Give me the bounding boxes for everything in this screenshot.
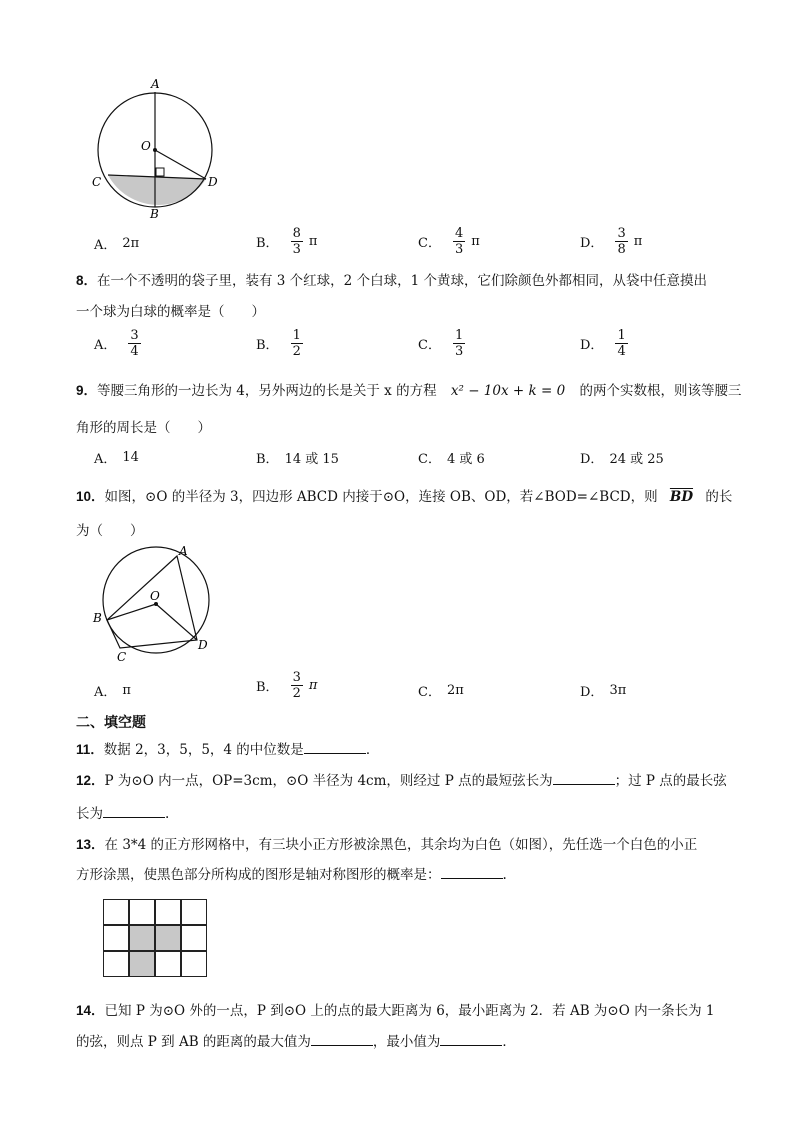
q7-option-d[interactable]: D． $\frac{3}{8}$ π <box>580 226 643 257</box>
segment-od <box>156 604 197 640</box>
answer-blank[interactable] <box>304 741 366 754</box>
arc-bd: $\overline{BD}$ <box>669 489 694 505</box>
q11-line: 11．数据 2，3，5，5，4 的中位数是 ． <box>76 742 380 758</box>
answer-blank[interactable] <box>553 772 615 785</box>
fraction: $\frac{4}{3}$ <box>454 226 464 257</box>
fraction: $\frac{8}{3}$ <box>292 226 301 257</box>
label-b: B <box>93 611 102 625</box>
q10-option-c[interactable]: C． 2π <box>418 683 464 700</box>
right-angle-mark <box>156 168 164 176</box>
q9-line2: 角形的周长是（ ） <box>76 420 211 436</box>
fraction: $\frac{1}{4}$ <box>617 328 626 359</box>
label-o: O <box>141 139 151 153</box>
q14-line1: 14．已知 P 为⊙O 外的一点，P 到⊙O 上的点的最大距离为 6，最小距离为 2．若 AB 为⊙O 内一条长为 1 <box>76 1003 715 1019</box>
label-c: C <box>92 175 102 189</box>
shaded-segment <box>108 175 206 205</box>
q7-option-c[interactable]: C． $\frac{4}{3}$ π <box>418 226 480 257</box>
label-o: O <box>150 589 160 603</box>
center-dot <box>153 148 157 152</box>
grid-cell <box>181 925 207 951</box>
q13-line1: 13．在 3*4 的正方形网格中，有三块小正方形被涂黑色，其余均为白色（如图），先任选一个白色的小正 <box>76 837 698 853</box>
q9-option-b[interactable]: B． 14 或 15 <box>256 452 339 467</box>
q14-line2: 的弦，则点 P 到 AB 的距离的最大值为 ，最小值为 ． <box>76 1034 516 1050</box>
q10-option-b[interactable]: B． $\frac{3}{2}$ π <box>256 670 318 701</box>
grid-cell <box>103 951 129 977</box>
figure-q7-circle <box>88 72 228 222</box>
label-b: B <box>150 207 159 221</box>
section-title-fill-in: 二、填空题 <box>76 714 146 730</box>
q8-option-d[interactable]: D． $\frac{1}{4}$ <box>580 328 626 359</box>
fraction: $\frac{3}{8}$ <box>617 226 626 257</box>
fraction: $\frac{3}{2}$ <box>292 670 301 701</box>
equation: x² − 10x + k = 0 <box>450 383 566 399</box>
answer-blank[interactable] <box>441 866 503 879</box>
q8-line1: 8．在一个不透明的袋子里，装有 3 个红球，2 个白球，1 个黄球，它们除颜色外都相同，从袋中任意摸出 <box>76 273 707 289</box>
q7-option-a[interactable]: A． 2π <box>94 236 140 253</box>
label-d: D <box>208 175 218 189</box>
fraction: $\frac{1}{2}$ <box>292 328 301 359</box>
grid-cell <box>155 951 181 977</box>
grid-cell <box>181 899 207 925</box>
q9-option-a[interactable]: A． 14 <box>94 450 139 467</box>
q13-line2: 方形涂黑，使黑色部分所构成的图形是轴对称图形的概率是： . <box>76 867 507 883</box>
figure-q10-circle <box>88 540 218 665</box>
q9-option-d[interactable]: D． 24 或 25 <box>580 452 664 467</box>
q8-option-a[interactable]: A． $\frac{3}{4}$ <box>94 328 139 359</box>
q7-option-b[interactable]: B． $\frac{8}{3}$ π <box>256 226 318 257</box>
q8-line2: 一个球为白球的概率是（ ） <box>76 304 265 320</box>
grid-cell-shaded <box>129 925 155 951</box>
answer-blank[interactable] <box>311 1033 373 1046</box>
q9-option-c[interactable]: C． 4 或 6 <box>418 452 485 467</box>
grid-cell-shaded <box>155 925 181 951</box>
q12-line1: 12．P 为⊙O 内一点，OP=3cm，⊙O 半径为 4cm，则经过 P 点的最短弦长为 ；过 P 点的最长弦 <box>76 773 727 789</box>
q9-line1: 9．等腰三角形的一边长为 4，另外两边的长是关于 x 的方程 x² − 10x + k = 0 的两个实数根，则该等腰三 <box>76 383 742 399</box>
grid-cell-shaded <box>129 951 155 977</box>
square-grid-3x4 <box>103 899 207 977</box>
q8-option-b[interactable]: B． $\frac{1}{2}$ <box>256 328 301 359</box>
q12-line2: 长为 . <box>76 806 170 822</box>
grid-cell <box>129 899 155 925</box>
q10-option-a[interactable]: A． π <box>94 683 131 700</box>
label-c: C <box>117 650 127 664</box>
label-a: A <box>179 544 188 558</box>
fraction: $\frac{3}{4}$ <box>130 328 139 359</box>
label-d: D <box>198 638 208 652</box>
grid-cell <box>181 951 207 977</box>
q8-option-c[interactable]: C． $\frac{1}{3}$ <box>418 328 464 359</box>
label-a: A <box>151 77 160 91</box>
q10-line2: 为（ ） <box>76 523 144 539</box>
answer-blank[interactable] <box>440 1033 502 1046</box>
answer-blank[interactable] <box>103 805 165 818</box>
segment-ob <box>107 604 156 620</box>
grid-cell <box>103 925 129 951</box>
grid-cell <box>155 899 181 925</box>
fraction: $\frac{1}{3}$ <box>454 328 464 359</box>
q10-option-d[interactable]: D． 3π <box>580 683 627 700</box>
radius-od <box>155 150 206 179</box>
grid-cell <box>103 899 129 925</box>
q10-line1: 10．如图，⊙O 的半径为 3，四边形 ABCD 内接于⊙O，连接 OB、OD，若∠BOD=∠BCD，则 $\overline{BD}$ 的长 <box>76 489 733 505</box>
